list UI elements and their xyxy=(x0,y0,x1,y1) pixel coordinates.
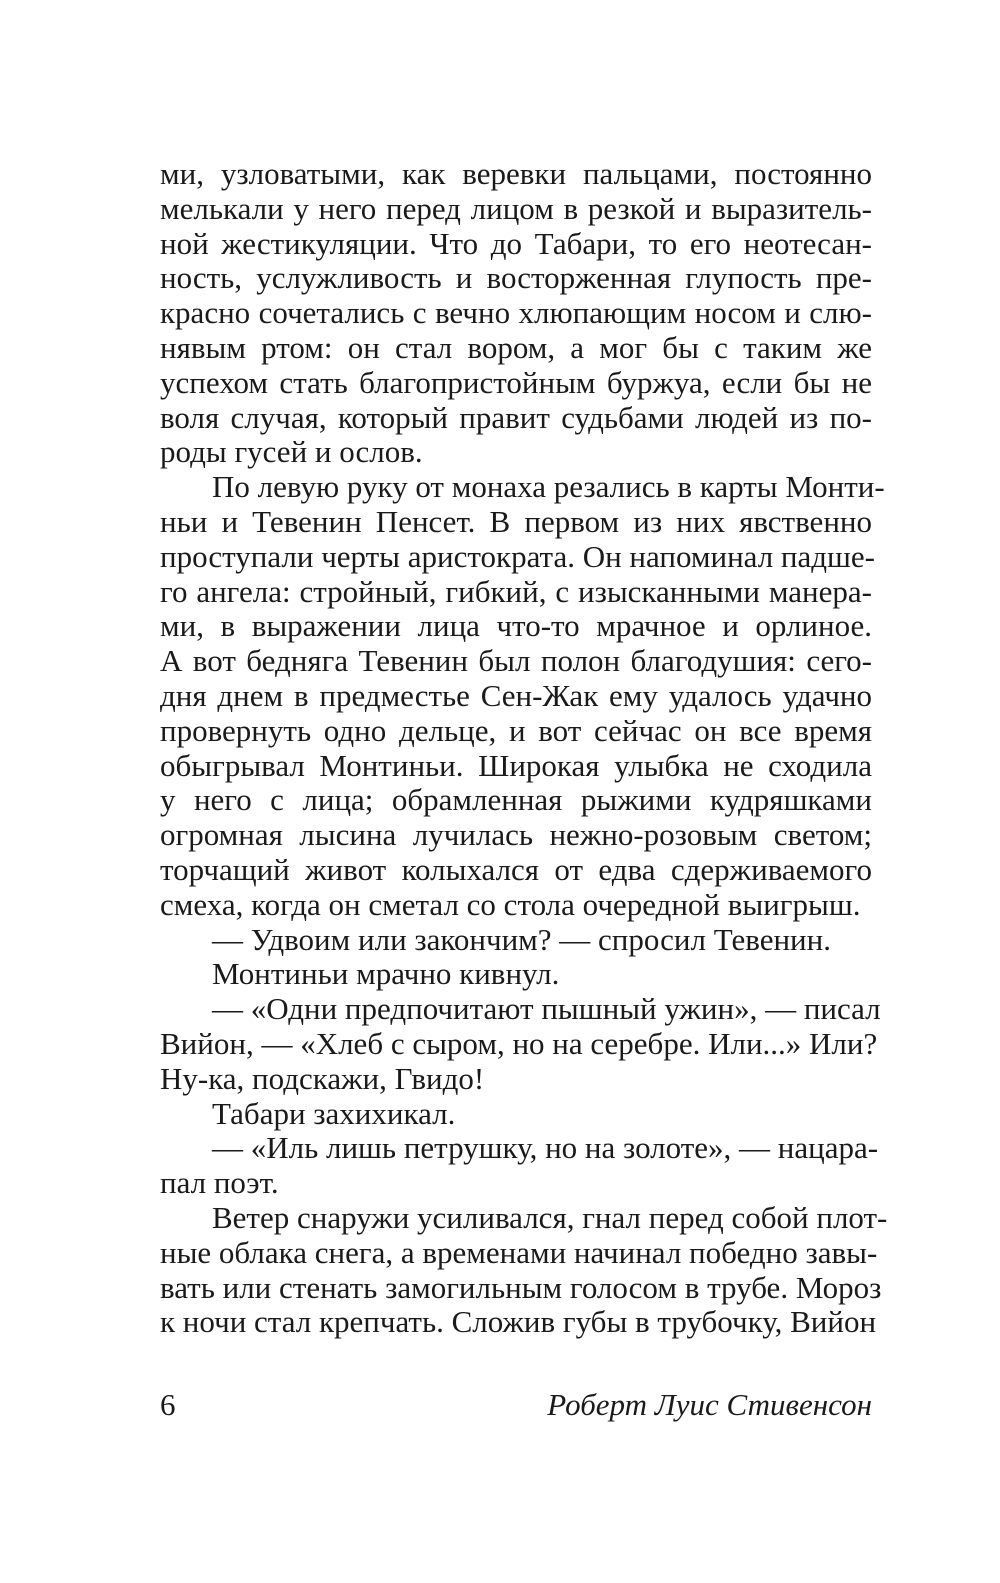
text-line: Табари захихикал. xyxy=(212,1095,456,1131)
text-line: ные облака снега, а временами начинал победно завы- xyxy=(160,1234,878,1270)
text-line: Ну-ка, подскажи, Гвидо! xyxy=(160,1060,485,1096)
text-line: ньи и Тевенин Пенсет. В первом из них явственно xyxy=(160,503,872,539)
text-line: — «Одни предпочитают пышный ужин», — писал xyxy=(212,991,881,1027)
text-line: мелькали у него перед лицом в резкой и выразитель- xyxy=(160,190,872,226)
text-line: — Удвоим или закончим? — спросил Тевенин. xyxy=(212,921,831,957)
text-line: воля случая, который правит судьбами людей из по- xyxy=(160,399,872,435)
text-line: По левую руку от монаха резались в карты Монти- xyxy=(212,469,885,505)
text-line: Вийон, — «Хлеб с сыром, но на серебре. Или...» Или? xyxy=(160,1025,878,1061)
text-line: огромная лысина лучилась нежно-розовым светом; xyxy=(160,817,872,853)
text-line: ми, в выражении лица что-то мрачное и орлиное. xyxy=(160,608,872,644)
text-line: Ветер снаружи усиливался, гнал перед собой плот- xyxy=(212,1199,888,1235)
text-line: пал поэт. xyxy=(160,1165,279,1201)
text-line: у него с лица; обрамленная рыжими кудряшками xyxy=(160,782,872,818)
text-line: А вот бедняга Тевенин был полон благодушия: сего- xyxy=(160,643,872,679)
text-line: смеха, когда он сметал со стола очередной выигрыш. xyxy=(160,886,861,922)
text-line: нявым ртом: он стал вором, а мог бы с таким же xyxy=(160,329,872,365)
text-line: красно сочетались с вечно хлюпающим носом и слю- xyxy=(160,295,872,331)
text-line: провернуть одно дельце, и вот сейчас он все время xyxy=(160,712,872,748)
text-line: — «Иль лишь петрушку, но на золоте», — нацара- xyxy=(212,1130,879,1166)
page-number: 6 xyxy=(160,1387,176,1422)
running-head-author: Роберт Луис Стивенсон xyxy=(547,1387,872,1422)
text-line: ность, услужливость и восторженная глупость пре- xyxy=(160,260,872,296)
text-line: к ночи стал крепчать. Сложив губы в трубочку, Вийон xyxy=(160,1304,877,1340)
text-line: успехом стать благопристойным буржуа, если бы не xyxy=(160,364,872,400)
text-line: Монтиньи мрачно кивнул. xyxy=(212,956,560,992)
body-text xyxy=(160,156,888,1340)
text-line: ми, узловатыми, как веревки пальцами, постоянно xyxy=(160,156,872,191)
text-line: роды гусей и ослов. xyxy=(160,434,423,470)
text-line: го ангела: стройный, гибкий, с изысканными манера- xyxy=(160,573,872,609)
text-line: дня днем в предместье Сен-Жак ему удалось удачно xyxy=(160,677,872,713)
text-line: проступали черты аристократа. Он напоминал падше- xyxy=(160,538,875,574)
text-line: обыгрывал Монтиньи. Широкая улыбка не сходила xyxy=(160,747,872,783)
text-line: ной жестикуляции. Что до Табари, то его неотесан- xyxy=(160,225,872,261)
text-line: вать или стенать замогильным голосом в трубе. Мороз xyxy=(160,1269,882,1305)
text-line: торчащий живот колыхался от едва сдерживаемого xyxy=(160,851,872,887)
